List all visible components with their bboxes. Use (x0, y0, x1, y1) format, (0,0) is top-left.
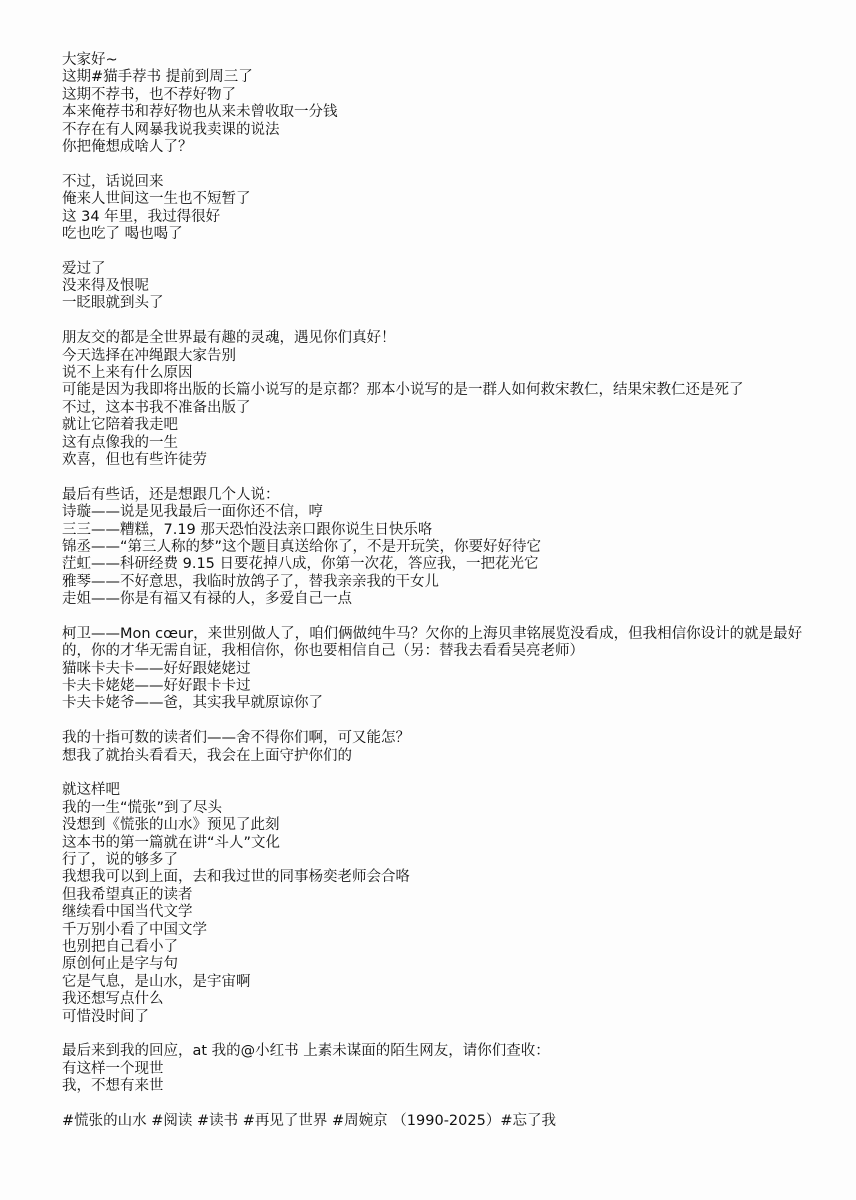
text-line: 朋友交的都是全世界最有趣的灵魂，遇见你们真好！ (62, 330, 396, 347)
text-line: 今天选择在冲绳跟大家告别 (62, 347, 236, 364)
text-line: 就让它陪着我走吧 (62, 417, 178, 434)
text-line: 也别把自己看小了 (62, 938, 178, 955)
letter-text (62, 52, 822, 1130)
text-line: 没想到《慌张的山水》预见了此刻 (62, 817, 280, 834)
text-line: 这期不荐书，也不荐好物了 (62, 86, 236, 103)
text-line: 可惜没时间了 (62, 1008, 149, 1025)
text-line: 可能是因为我即将出版的长篇小说写的是京都？那本小说写的是一群人如何救宋教仁，结果宋教仁还是死了 (62, 382, 744, 399)
text-line: 最后来到我的回应，at 我的@小红书 上素未谋面的陌生网友，请你们查收： (62, 1043, 550, 1060)
text-line: 锦丞——“第三人称的梦”这个题目真送给你了，不是开玩笑，你要好好待它 (62, 538, 542, 555)
text-line: 你把俺想成啥人了？ (62, 138, 193, 155)
text-line: 柯卫——Mon cœur，来世别做人了，咱们俩做纯牛马？欠你的上海贝聿铭展览没看成，但我相信你设计的就是最好的，你的才华无需自证，我相信你，你也要相信自己（另：替我去看看吴亮老师） (62, 625, 803, 660)
text-line: 我的一生“慌张”到了尽头 (62, 799, 223, 816)
text-line: 这有点像我的一生 (62, 434, 178, 451)
text-line: 原创何止是字与句 (62, 956, 178, 973)
text-line: 这期#猫手荐书 提前到周三了 (62, 69, 253, 86)
text-line: 茳虹——科研经费 9.15 日要花掉八成，你第一次花，答应我，一把花光它 (62, 556, 539, 573)
text-line: 不过，话说回来 (62, 173, 164, 190)
paragraph-gap (62, 713, 822, 730)
text-line: 吃也吃了 喝也喝了 (62, 225, 183, 242)
text-line: 不存在有人网暴我说我卖课的说法 (62, 121, 280, 138)
text-line: 行了，说的够多了 (62, 852, 178, 868)
paragraph-gap (62, 243, 822, 260)
text-line: 本来俺荐书和荐好物也从来未曾收取一分钱 (62, 104, 338, 121)
text-line: 继续看中国当代文学 (62, 904, 193, 921)
text-line: 说不上来有什么原因 (62, 365, 193, 382)
paragraph-gap (62, 765, 822, 782)
text-line: 雅琴——不好意思，我临时放鸽子了，替我亲亲我的干女儿 (62, 573, 439, 590)
text-line: 最后有些话，还是想跟几个人说： (62, 486, 280, 503)
text-line: 诗璇——说是见我最后一面你还不信，哼 (62, 504, 323, 521)
paragraph-gap (62, 1026, 822, 1043)
text-line: 没来得及恨呢 (62, 278, 149, 295)
paragraph-gap (62, 156, 822, 173)
text-line: 一眨眼就到头了 (62, 295, 164, 312)
text-line: 它是气息，是山水，是宇宙啊 (62, 973, 251, 990)
paragraph-gap (62, 469, 822, 486)
text-line: 欢喜，但也有些许徒劳 (62, 451, 207, 468)
text-line: 不过，这本书我不准备出版了 (62, 399, 251, 416)
text-line: 走姐——你是有福又有禄的人，多爱自己一点 (62, 591, 352, 608)
text-line: 我想我可以到上面，去和我过世的同事杨奕老师会合咯 (62, 869, 410, 886)
text-line: 这本书的第一篇就在讲“斗人”文化 (62, 834, 281, 851)
paragraph-gap (62, 1095, 822, 1112)
text-line: 三三——糟糕，7.19 那天恐怕没法亲口跟你说生日快乐咯 (62, 521, 433, 538)
paragraph-gap (62, 609, 822, 626)
paragraph-gap (62, 313, 822, 330)
text-line: 千万别小看了中国文学 (62, 921, 207, 938)
text-line: 猫咪卡夫卡——好好跟姥姥过 (62, 660, 251, 677)
text-line: 卡夫卡姥爷——爸，其实我早就原谅你了 (62, 695, 323, 712)
text-line: 大家好~ (62, 52, 118, 68)
text-line: 俺来人世间这一生也不短暂了 (62, 191, 251, 208)
text-line: 我，不想有来世 (62, 1078, 164, 1095)
text-line: 爱过了 (62, 260, 106, 277)
text-line: 就这样吧 (62, 782, 120, 799)
text-line: 我的十指可数的读者们——舍不得你们啊，可又能怎？ (62, 730, 410, 747)
text-line: 这 34 年里，我过得很好 (62, 208, 221, 225)
text-line: 有这样一个现世 (62, 1060, 164, 1077)
text-line: 卡夫卡姥姥——好好跟卡卡过 (62, 678, 251, 695)
text-line: 但我希望真正的读者 (62, 886, 193, 903)
text-line: 我还想写点什么 (62, 991, 164, 1008)
text-line: #慌张的山水 #阅读 #读书 #再见了世界 #周婉京 （1990-2025）#忘了我 (62, 1112, 556, 1129)
text-line: 想我了就抬头看看天，我会在上面守护你们的 (62, 747, 352, 764)
